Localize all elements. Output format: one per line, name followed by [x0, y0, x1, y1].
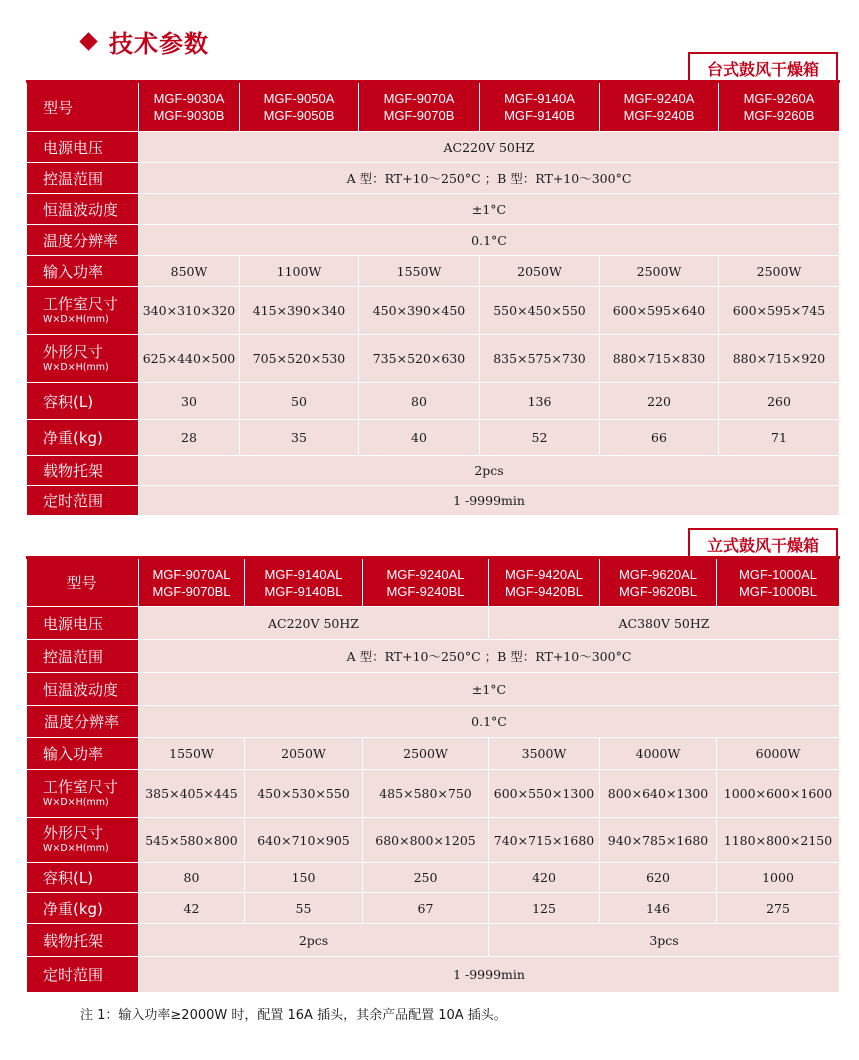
voltage-value-a: AC220V 50HZ	[139, 607, 489, 640]
row-label-shelves: 载物托架	[27, 456, 139, 486]
weight-cell: 275	[717, 893, 840, 924]
table-row	[27, 335, 840, 383]
table-row	[27, 558, 840, 607]
power-cell: 2050W	[480, 256, 600, 287]
weight-cell: 28	[139, 420, 240, 456]
power-cell: 4000W	[600, 738, 717, 770]
timer-value: 1 -9999min	[139, 486, 840, 516]
table-row	[27, 132, 840, 163]
table-row	[27, 420, 840, 456]
volume-cell: 50	[240, 383, 359, 420]
weight-cell: 125	[489, 893, 600, 924]
row-label-model: 型号	[27, 82, 139, 132]
model-cell: MGF-9240A MGF-9240B	[600, 82, 719, 132]
timer-value: 1 -9999min	[139, 957, 840, 993]
row-label-outer-size: 外形尺寸 W×D×H(mm)	[27, 335, 139, 383]
weight-cell: 66	[600, 420, 719, 456]
row-label-fluctuation: 恒温波动度	[27, 673, 139, 706]
chamber-cell: 600×595×745	[719, 287, 840, 335]
power-cell: 2500W	[600, 256, 719, 287]
table-row	[27, 163, 840, 194]
model-cell: MGF-9140AL MGF-9140BL	[245, 558, 363, 607]
table-row	[27, 673, 840, 706]
volume-cell: 260	[719, 383, 840, 420]
row-label-temp-range: 控温范围	[27, 163, 139, 194]
weight-cell: 35	[240, 420, 359, 456]
row-label-voltage: 电源电压	[27, 607, 139, 640]
model-cell: MGF-9140A MGF-9140B	[480, 82, 600, 132]
page-title	[82, 24, 209, 59]
volume-cell: 136	[480, 383, 600, 420]
shelves-value-a: 2pcs	[139, 924, 489, 957]
table-row	[27, 957, 840, 993]
row-label-chamber-size: 工作室尺寸 W×D×H(mm)	[27, 287, 139, 335]
table-row	[27, 287, 840, 335]
shelves-value-b: 3pcs	[489, 924, 840, 957]
power-cell: 850W	[139, 256, 240, 287]
table-row	[27, 607, 840, 640]
power-cell: 1550W	[359, 256, 480, 287]
model-cell: MGF-9420AL MGF-9420BL	[489, 558, 600, 607]
volume-cell: 250	[363, 863, 489, 893]
table-row	[27, 256, 840, 287]
power-cell: 2500W	[363, 738, 489, 770]
chamber-cell: 415×390×340	[240, 287, 359, 335]
voltage-value: AC220V 50HZ	[139, 132, 840, 163]
volume-cell: 420	[489, 863, 600, 893]
chamber-cell: 450×530×550	[245, 770, 363, 818]
volume-cell: 220	[600, 383, 719, 420]
row-label-temp-range: 控温范围	[27, 640, 139, 673]
table-row	[27, 738, 840, 770]
model-cell: MGF-9050A MGF-9050B	[240, 82, 359, 132]
model-cell: MGF-9070AL MGF-9070BL	[139, 558, 245, 607]
table-row	[27, 82, 840, 132]
row-label-voltage: 电源电压	[27, 132, 139, 163]
outer-cell: 940×785×1680	[600, 818, 717, 863]
row-label-chamber-size: 工作室尺寸 W×D×H(mm)	[27, 770, 139, 818]
row-label-resolution: 温度分辨率	[27, 225, 139, 256]
chamber-cell: 340×310×320	[139, 287, 240, 335]
power-cell: 3500W	[489, 738, 600, 770]
table1-category-tag: 台式鼓风干燥箱	[688, 52, 838, 82]
row-label-volume: 容积(L)	[27, 383, 139, 420]
table-row	[27, 486, 840, 516]
voltage-value-b: AC380V 50HZ	[489, 607, 840, 640]
chamber-cell: 485×580×750	[363, 770, 489, 818]
weight-cell: 42	[139, 893, 245, 924]
power-cell: 1100W	[240, 256, 359, 287]
chamber-cell: 450×390×450	[359, 287, 480, 335]
table-row	[27, 640, 840, 673]
row-label-weight: 净重(kg)	[27, 893, 139, 924]
row-label-outer-size: 外形尺寸 W×D×H(mm)	[27, 818, 139, 863]
outer-cell: 880×715×830	[600, 335, 719, 383]
table-row	[27, 225, 840, 256]
weight-cell: 67	[363, 893, 489, 924]
chamber-cell: 600×550×1300	[489, 770, 600, 818]
row-label-power: 输入功率	[27, 738, 139, 770]
outer-cell: 1180×800×2150	[717, 818, 840, 863]
row-label-shelves: 载物托架	[27, 924, 139, 957]
table-row	[27, 924, 840, 957]
outer-cell: 680×800×1205	[363, 818, 489, 863]
volume-cell: 620	[600, 863, 717, 893]
table-row	[27, 893, 840, 924]
volume-cell: 30	[139, 383, 240, 420]
model-cell: MGF-9070A MGF-9070B	[359, 82, 480, 132]
weight-cell: 55	[245, 893, 363, 924]
shelves-value: 2pcs	[139, 456, 840, 486]
temp-range-value: A 型：RT+10～250°C ；B 型：RT+10～300°C	[139, 640, 840, 673]
volume-cell: 80	[359, 383, 480, 420]
page-title-text: 技术参数	[109, 29, 209, 58]
outer-cell: 740×715×1680	[489, 818, 600, 863]
outer-cell: 705×520×530	[240, 335, 359, 383]
desktop-oven-spec-table	[26, 80, 840, 516]
row-label-weight: 净重(kg)	[27, 420, 139, 456]
diamond-bullet-icon	[79, 32, 97, 50]
chamber-cell: 600×595×640	[600, 287, 719, 335]
temp-range-value: A 型：RT+10～250°C ；B 型：RT+10～300°C	[139, 163, 840, 194]
volume-cell: 1000	[717, 863, 840, 893]
power-cell: 2050W	[245, 738, 363, 770]
model-cell: MGF-9240AL MGF-9240BL	[363, 558, 489, 607]
footnote: 注 1：输入功率≥2000W 时，配置 16A 插头，其余产品配置 10A 插头。	[80, 1008, 507, 1023]
chamber-cell: 1000×600×1600	[717, 770, 840, 818]
vertical-oven-spec-table	[26, 556, 840, 993]
table2-category-tag: 立式鼓风干燥箱	[688, 528, 838, 558]
table-row	[27, 456, 840, 486]
weight-cell: 52	[480, 420, 600, 456]
model-cell: MGF-9030A MGF-9030B	[139, 82, 240, 132]
chamber-cell: 800×640×1300	[600, 770, 717, 818]
outer-cell: 835×575×730	[480, 335, 600, 383]
row-label-volume: 容积(L)	[27, 863, 139, 893]
chamber-cell: 385×405×445	[139, 770, 245, 818]
table-row	[27, 770, 840, 818]
outer-cell: 640×710×905	[245, 818, 363, 863]
row-label-power: 输入功率	[27, 256, 139, 287]
weight-cell: 40	[359, 420, 480, 456]
resolution-value: 0.1°C	[139, 706, 840, 738]
power-cell: 6000W	[717, 738, 840, 770]
volume-cell: 80	[139, 863, 245, 893]
fluctuation-value: ±1°C	[139, 673, 840, 706]
outer-cell: 880×715×920	[719, 335, 840, 383]
outer-cell: 735×520×630	[359, 335, 480, 383]
power-cell: 1550W	[139, 738, 245, 770]
row-label-fluctuation: 恒温波动度	[27, 194, 139, 225]
row-label-timer: 定时范围	[27, 486, 139, 516]
chamber-cell: 550×450×550	[480, 287, 600, 335]
weight-cell: 146	[600, 893, 717, 924]
model-cell: MGF-9260A MGF-9260B	[719, 82, 840, 132]
outer-cell: 545×580×800	[139, 818, 245, 863]
weight-cell: 71	[719, 420, 840, 456]
row-label-resolution: 温度分辨率	[27, 706, 139, 738]
outer-cell: 625×440×500	[139, 335, 240, 383]
table-row	[27, 383, 840, 420]
table-row	[27, 706, 840, 738]
table-row	[27, 818, 840, 863]
volume-cell: 150	[245, 863, 363, 893]
table-row	[27, 863, 840, 893]
fluctuation-value: ±1°C	[139, 194, 840, 225]
row-label-timer: 定时范围	[27, 957, 139, 993]
model-cell: MGF-9620AL MGF-9620BL	[600, 558, 717, 607]
table-row	[27, 194, 840, 225]
model-cell: MGF-1000AL MGF-1000BL	[717, 558, 840, 607]
power-cell: 2500W	[719, 256, 840, 287]
resolution-value: 0.1°C	[139, 225, 840, 256]
row-label-model: 型号	[27, 558, 139, 607]
